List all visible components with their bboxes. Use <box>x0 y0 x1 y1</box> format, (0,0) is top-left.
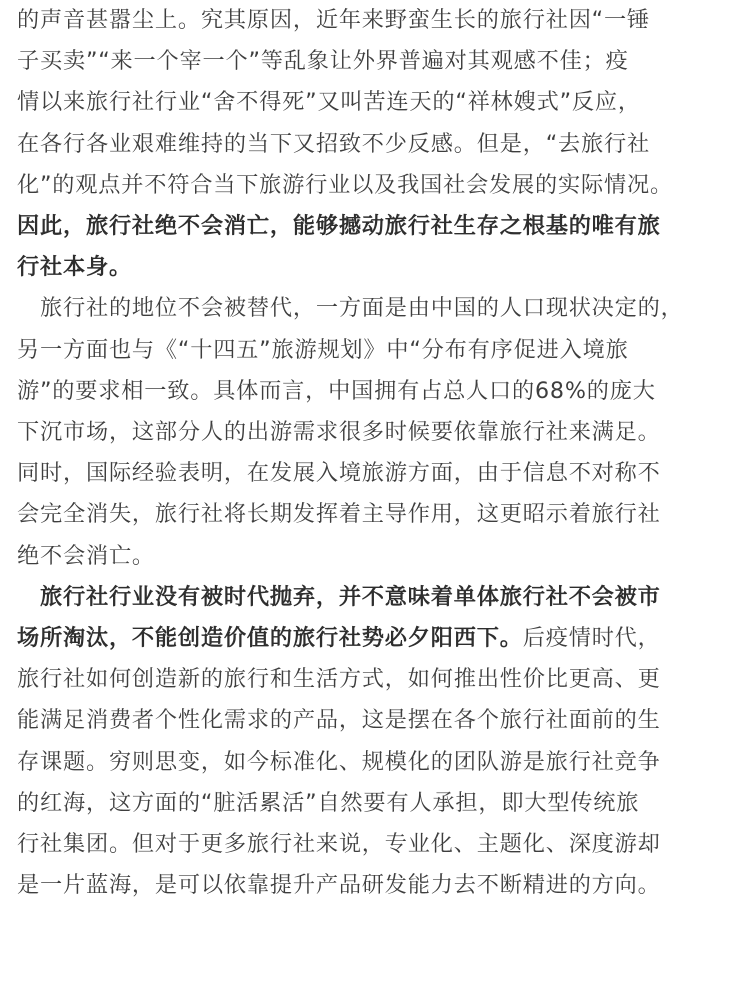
body-text: 旅行社的地位不会被替代，一方面是由中国的人口现状决定的， <box>17 295 684 322</box>
body-text: 能满足消费者个性化需求的产品，这是摆在各个旅行社面前的生 <box>17 707 661 734</box>
text-line <box>17 371 729 412</box>
text-line <box>17 0 729 41</box>
text-line <box>17 577 729 618</box>
article-paragraph <box>17 577 729 907</box>
bold-text: 旅行社行业没有被时代抛弃，并不意味着单体旅行社不会被市 <box>17 583 661 610</box>
bold-text: 行社本身。 <box>17 254 132 281</box>
body-text: 的红海，这方面的“脏活累活”自然要有人承担，即大型传统旅 <box>17 789 640 816</box>
text-line <box>17 165 729 206</box>
text-line <box>17 494 729 535</box>
body-text: 同时，国际经验表明，在发展入境旅游方面，由于信息不对称不 <box>17 460 661 487</box>
body-text: 在各行各业艰难维持的当下又招致不少反感。但是，“去旅行社 <box>17 130 650 157</box>
text-line <box>17 742 729 783</box>
article-paragraph <box>17 0 729 288</box>
text-line <box>17 536 729 577</box>
text-line <box>17 247 729 288</box>
body-text: 游”的要求相一致。具体而言，中国拥有占总人口的68%的庞大 <box>17 377 656 404</box>
text-line <box>17 330 729 371</box>
body-text: 绝不会消亡。 <box>17 542 155 569</box>
body-text: 行社集团。但对于更多旅行社来说，专业化、主题化、深度游却 <box>17 831 661 858</box>
text-line <box>17 865 729 906</box>
body-text: 存课题。穷则思变，如今标准化、规模化的团队游是旅行社竞争 <box>17 748 661 775</box>
text-line <box>17 124 729 165</box>
article-paragraph <box>17 288 729 576</box>
body-text: 情以来旅行社行业“舍不得死”又叫苦连天的“祥林嫂式”反应， <box>17 89 641 116</box>
bold-text: 因此，旅行社绝不会消亡，能够撼动旅行社生存之根基的唯有旅 <box>17 213 661 240</box>
text-line <box>17 453 729 494</box>
body-text: 的声音甚嚣尘上。究其原因，近年来野蛮生长的旅行社因“一锤 <box>17 7 650 33</box>
body-text: 是一片蓝海，是可以依靠提升产品研发能力去不断精进的方向。 <box>17 872 661 899</box>
text-line <box>17 412 729 453</box>
text-line <box>17 700 729 741</box>
text-line <box>17 41 729 82</box>
text-line <box>17 288 729 329</box>
body-text: 会完全消失，旅行社将长期发挥着主导作用，这更昭示着旅行社 <box>17 501 661 528</box>
body-text: 子买卖”“来一个宰一个”等乱象让外界普遍对其观感不佳；疫 <box>17 48 629 75</box>
bold-text: 场所淘汰，不能创造价值的旅行社势必夕阳西下。 <box>17 625 523 652</box>
body-text: 化”的观点并不符合当下旅游行业以及我国社会发展的实际情况。 <box>17 171 673 198</box>
body-text: 后疫情时代， <box>522 625 661 652</box>
body-text: 另一方面也与《“十四五”旅游规划》中“分布有序促进入境旅 <box>17 336 629 363</box>
text-line <box>17 783 729 824</box>
text-line <box>17 206 729 247</box>
article-body <box>17 0 729 906</box>
body-text: 下沉市场，这部分人的出游需求很多时候要依靠旅行社来满足。 <box>17 419 661 446</box>
text-line <box>17 659 729 700</box>
text-line <box>17 82 729 123</box>
body-text: 旅行社如何创造新的旅行和生活方式，如何推出性价比更高、更 <box>17 666 661 693</box>
text-line <box>17 824 729 865</box>
text-line <box>17 618 729 659</box>
